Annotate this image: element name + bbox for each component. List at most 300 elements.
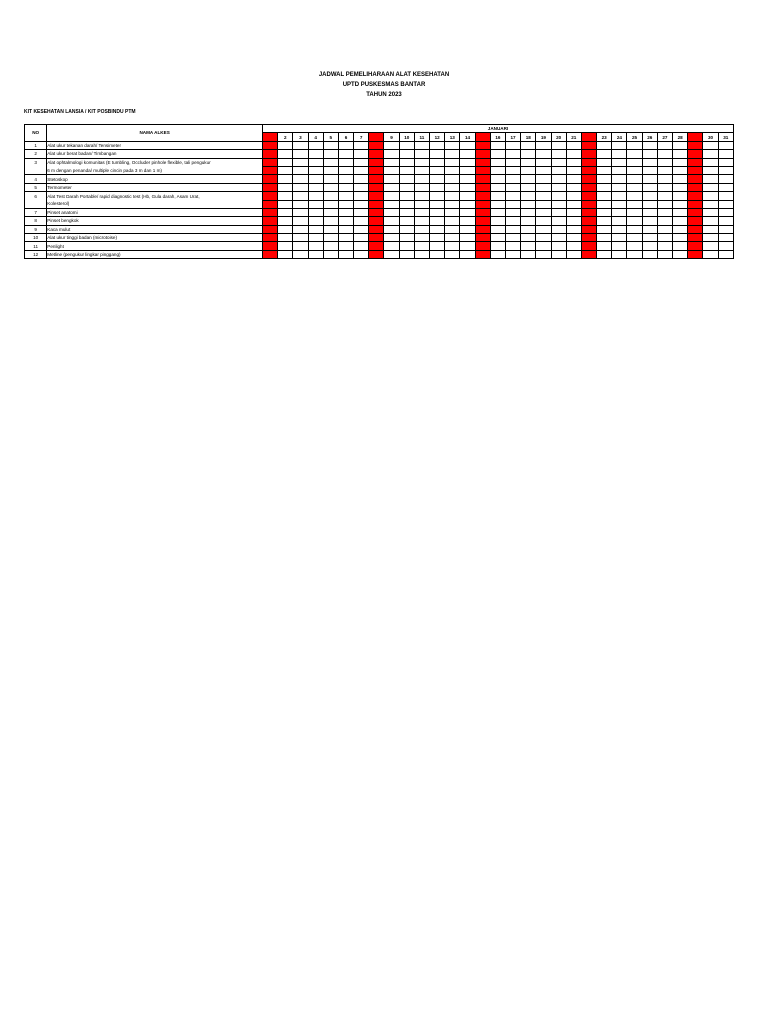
schedule-cell[interactable] xyxy=(627,192,642,200)
schedule-cell[interactable] xyxy=(278,208,293,216)
schedule-cell[interactable] xyxy=(262,225,277,233)
schedule-cell[interactable] xyxy=(369,175,384,183)
schedule-cell[interactable] xyxy=(703,234,718,242)
schedule-cell[interactable] xyxy=(338,141,353,149)
schedule-cell[interactable] xyxy=(703,208,718,216)
schedule-cell[interactable] xyxy=(384,225,399,233)
schedule-cell[interactable] xyxy=(673,234,688,242)
schedule-cell[interactable] xyxy=(460,225,475,233)
schedule-cell[interactable] xyxy=(293,192,308,200)
schedule-cell[interactable] xyxy=(490,150,505,158)
schedule-cell[interactable] xyxy=(597,217,612,225)
schedule-cell[interactable] xyxy=(475,175,490,183)
schedule-cell[interactable] xyxy=(642,200,657,208)
schedule-cell[interactable] xyxy=(521,200,536,208)
schedule-cell[interactable] xyxy=(673,150,688,158)
schedule-cell[interactable] xyxy=(536,183,551,191)
schedule-cell[interactable] xyxy=(338,225,353,233)
schedule-cell[interactable] xyxy=(445,150,460,158)
schedule-cell[interactable] xyxy=(597,166,612,174)
schedule-cell[interactable] xyxy=(642,208,657,216)
schedule-cell[interactable] xyxy=(475,250,490,258)
schedule-cell[interactable] xyxy=(399,158,414,166)
schedule-cell[interactable] xyxy=(430,208,445,216)
schedule-cell[interactable] xyxy=(490,166,505,174)
schedule-cell[interactable] xyxy=(323,225,338,233)
schedule-cell[interactable] xyxy=(323,175,338,183)
schedule-cell[interactable] xyxy=(521,141,536,149)
schedule-cell[interactable] xyxy=(566,225,581,233)
schedule-cell[interactable] xyxy=(308,141,323,149)
schedule-cell[interactable] xyxy=(718,200,733,208)
schedule-cell[interactable] xyxy=(384,234,399,242)
schedule-cell[interactable] xyxy=(414,150,429,158)
schedule-cell[interactable] xyxy=(612,250,627,258)
schedule-cell[interactable] xyxy=(293,208,308,216)
schedule-cell[interactable] xyxy=(505,150,520,158)
schedule-cell[interactable] xyxy=(688,183,703,191)
schedule-cell[interactable] xyxy=(323,208,338,216)
schedule-cell[interactable] xyxy=(475,166,490,174)
schedule-cell[interactable] xyxy=(399,208,414,216)
schedule-cell[interactable] xyxy=(642,150,657,158)
schedule-cell[interactable] xyxy=(536,200,551,208)
schedule-cell[interactable] xyxy=(445,250,460,258)
schedule-cell[interactable] xyxy=(673,217,688,225)
schedule-cell[interactable] xyxy=(369,183,384,191)
schedule-cell[interactable] xyxy=(384,192,399,200)
schedule-cell[interactable] xyxy=(369,217,384,225)
schedule-cell[interactable] xyxy=(718,250,733,258)
schedule-cell[interactable] xyxy=(657,217,672,225)
schedule-cell[interactable] xyxy=(642,141,657,149)
schedule-cell[interactable] xyxy=(612,192,627,200)
schedule-cell[interactable] xyxy=(354,183,369,191)
schedule-cell[interactable] xyxy=(718,208,733,216)
schedule-cell[interactable] xyxy=(703,175,718,183)
schedule-cell[interactable] xyxy=(521,234,536,242)
schedule-cell[interactable] xyxy=(354,208,369,216)
schedule-cell[interactable] xyxy=(293,234,308,242)
schedule-cell[interactable] xyxy=(642,225,657,233)
schedule-cell[interactable] xyxy=(430,242,445,250)
schedule-cell[interactable] xyxy=(338,158,353,166)
schedule-cell[interactable] xyxy=(308,175,323,183)
schedule-cell[interactable] xyxy=(490,141,505,149)
schedule-cell[interactable] xyxy=(612,183,627,191)
schedule-cell[interactable] xyxy=(505,250,520,258)
schedule-cell[interactable] xyxy=(627,175,642,183)
schedule-cell[interactable] xyxy=(460,217,475,225)
schedule-cell[interactable] xyxy=(430,250,445,258)
schedule-cell[interactable] xyxy=(323,141,338,149)
schedule-cell[interactable] xyxy=(581,225,596,233)
schedule-cell[interactable] xyxy=(657,234,672,242)
schedule-cell[interactable] xyxy=(369,225,384,233)
schedule-cell[interactable] xyxy=(384,250,399,258)
schedule-cell[interactable] xyxy=(505,225,520,233)
schedule-cell[interactable] xyxy=(657,225,672,233)
schedule-cell[interactable] xyxy=(338,217,353,225)
schedule-cell[interactable] xyxy=(369,150,384,158)
schedule-cell[interactable] xyxy=(581,175,596,183)
schedule-cell[interactable] xyxy=(657,166,672,174)
schedule-cell[interactable] xyxy=(262,175,277,183)
schedule-cell[interactable] xyxy=(642,217,657,225)
schedule-cell[interactable] xyxy=(354,217,369,225)
schedule-cell[interactable] xyxy=(505,192,520,200)
schedule-cell[interactable] xyxy=(688,150,703,158)
schedule-cell[interactable] xyxy=(688,234,703,242)
schedule-cell[interactable] xyxy=(308,200,323,208)
schedule-cell[interactable] xyxy=(581,250,596,258)
schedule-cell[interactable] xyxy=(293,183,308,191)
schedule-cell[interactable] xyxy=(460,242,475,250)
schedule-cell[interactable] xyxy=(338,208,353,216)
schedule-cell[interactable] xyxy=(323,250,338,258)
schedule-cell[interactable] xyxy=(293,225,308,233)
schedule-cell[interactable] xyxy=(460,250,475,258)
schedule-cell[interactable] xyxy=(414,158,429,166)
schedule-cell[interactable] xyxy=(354,158,369,166)
schedule-cell[interactable] xyxy=(627,234,642,242)
schedule-cell[interactable] xyxy=(581,141,596,149)
schedule-cell[interactable] xyxy=(521,250,536,258)
schedule-cell[interactable] xyxy=(475,192,490,200)
schedule-cell[interactable] xyxy=(445,192,460,200)
schedule-cell[interactable] xyxy=(323,158,338,166)
schedule-cell[interactable] xyxy=(612,158,627,166)
schedule-cell[interactable] xyxy=(581,158,596,166)
schedule-cell[interactable] xyxy=(490,192,505,200)
schedule-cell[interactable] xyxy=(688,175,703,183)
schedule-cell[interactable] xyxy=(278,158,293,166)
schedule-cell[interactable] xyxy=(642,242,657,250)
schedule-cell[interactable] xyxy=(642,234,657,242)
schedule-cell[interactable] xyxy=(612,150,627,158)
schedule-cell[interactable] xyxy=(551,192,566,200)
schedule-cell[interactable] xyxy=(262,200,277,208)
schedule-cell[interactable] xyxy=(521,150,536,158)
schedule-cell[interactable] xyxy=(475,208,490,216)
schedule-cell[interactable] xyxy=(627,141,642,149)
schedule-cell[interactable] xyxy=(657,242,672,250)
schedule-cell[interactable] xyxy=(718,175,733,183)
schedule-cell[interactable] xyxy=(430,141,445,149)
schedule-cell[interactable] xyxy=(323,192,338,200)
schedule-cell[interactable] xyxy=(445,225,460,233)
schedule-cell[interactable] xyxy=(627,225,642,233)
schedule-cell[interactable] xyxy=(536,150,551,158)
schedule-cell[interactable] xyxy=(475,141,490,149)
schedule-cell[interactable] xyxy=(369,200,384,208)
schedule-cell[interactable] xyxy=(521,217,536,225)
schedule-cell[interactable] xyxy=(597,234,612,242)
schedule-cell[interactable] xyxy=(657,175,672,183)
schedule-cell[interactable] xyxy=(369,250,384,258)
schedule-cell[interactable] xyxy=(627,217,642,225)
schedule-cell[interactable] xyxy=(551,225,566,233)
schedule-cell[interactable] xyxy=(460,192,475,200)
schedule-cell[interactable] xyxy=(399,234,414,242)
schedule-cell[interactable] xyxy=(703,158,718,166)
schedule-cell[interactable] xyxy=(627,166,642,174)
schedule-cell[interactable] xyxy=(460,150,475,158)
schedule-cell[interactable] xyxy=(399,183,414,191)
schedule-cell[interactable] xyxy=(521,192,536,200)
schedule-cell[interactable] xyxy=(581,166,596,174)
schedule-cell[interactable] xyxy=(460,158,475,166)
schedule-cell[interactable] xyxy=(581,234,596,242)
schedule-cell[interactable] xyxy=(323,242,338,250)
schedule-cell[interactable] xyxy=(338,234,353,242)
schedule-cell[interactable] xyxy=(293,158,308,166)
schedule-cell[interactable] xyxy=(536,175,551,183)
schedule-cell[interactable] xyxy=(612,166,627,174)
schedule-cell[interactable] xyxy=(338,250,353,258)
schedule-cell[interactable] xyxy=(293,250,308,258)
schedule-cell[interactable] xyxy=(536,250,551,258)
schedule-cell[interactable] xyxy=(338,242,353,250)
schedule-cell[interactable] xyxy=(262,250,277,258)
schedule-cell[interactable] xyxy=(430,150,445,158)
schedule-cell[interactable] xyxy=(673,175,688,183)
schedule-cell[interactable] xyxy=(505,166,520,174)
schedule-cell[interactable] xyxy=(414,234,429,242)
schedule-cell[interactable] xyxy=(354,150,369,158)
schedule-cell[interactable] xyxy=(414,242,429,250)
schedule-cell[interactable] xyxy=(323,166,338,174)
schedule-cell[interactable] xyxy=(278,175,293,183)
schedule-cell[interactable] xyxy=(262,158,277,166)
schedule-cell[interactable] xyxy=(384,141,399,149)
schedule-cell[interactable] xyxy=(445,183,460,191)
schedule-cell[interactable] xyxy=(688,200,703,208)
schedule-cell[interactable] xyxy=(308,208,323,216)
schedule-cell[interactable] xyxy=(597,150,612,158)
schedule-cell[interactable] xyxy=(718,158,733,166)
schedule-cell[interactable] xyxy=(445,141,460,149)
schedule-cell[interactable] xyxy=(262,141,277,149)
schedule-cell[interactable] xyxy=(308,234,323,242)
schedule-cell[interactable] xyxy=(657,141,672,149)
schedule-cell[interactable] xyxy=(642,166,657,174)
schedule-cell[interactable] xyxy=(536,192,551,200)
schedule-cell[interactable] xyxy=(597,200,612,208)
schedule-cell[interactable] xyxy=(566,234,581,242)
schedule-cell[interactable] xyxy=(688,158,703,166)
schedule-cell[interactable] xyxy=(521,225,536,233)
schedule-cell[interactable] xyxy=(278,225,293,233)
schedule-cell[interactable] xyxy=(718,242,733,250)
schedule-cell[interactable] xyxy=(414,183,429,191)
schedule-cell[interactable] xyxy=(460,183,475,191)
schedule-cell[interactable] xyxy=(612,175,627,183)
schedule-cell[interactable] xyxy=(369,208,384,216)
schedule-cell[interactable] xyxy=(612,200,627,208)
schedule-cell[interactable] xyxy=(414,192,429,200)
schedule-cell[interactable] xyxy=(673,242,688,250)
schedule-cell[interactable] xyxy=(399,150,414,158)
schedule-cell[interactable] xyxy=(490,158,505,166)
schedule-cell[interactable] xyxy=(384,150,399,158)
schedule-cell[interactable] xyxy=(354,166,369,174)
schedule-cell[interactable] xyxy=(597,141,612,149)
schedule-cell[interactable] xyxy=(414,141,429,149)
schedule-cell[interactable] xyxy=(551,183,566,191)
schedule-cell[interactable] xyxy=(293,175,308,183)
schedule-cell[interactable] xyxy=(293,141,308,149)
schedule-cell[interactable] xyxy=(308,250,323,258)
schedule-cell[interactable] xyxy=(627,150,642,158)
schedule-cell[interactable] xyxy=(414,250,429,258)
schedule-cell[interactable] xyxy=(278,200,293,208)
schedule-cell[interactable] xyxy=(354,250,369,258)
schedule-cell[interactable] xyxy=(384,166,399,174)
schedule-cell[interactable] xyxy=(369,158,384,166)
schedule-cell[interactable] xyxy=(460,141,475,149)
schedule-cell[interactable] xyxy=(460,175,475,183)
schedule-cell[interactable] xyxy=(642,250,657,258)
schedule-cell[interactable] xyxy=(354,200,369,208)
schedule-cell[interactable] xyxy=(703,183,718,191)
schedule-cell[interactable] xyxy=(308,192,323,200)
schedule-cell[interactable] xyxy=(262,166,277,174)
schedule-cell[interactable] xyxy=(445,242,460,250)
schedule-cell[interactable] xyxy=(445,217,460,225)
schedule-cell[interactable] xyxy=(597,183,612,191)
schedule-cell[interactable] xyxy=(505,234,520,242)
schedule-cell[interactable] xyxy=(673,200,688,208)
schedule-cell[interactable] xyxy=(278,150,293,158)
schedule-cell[interactable] xyxy=(703,242,718,250)
schedule-cell[interactable] xyxy=(384,183,399,191)
schedule-cell[interactable] xyxy=(399,192,414,200)
schedule-cell[interactable] xyxy=(490,217,505,225)
schedule-cell[interactable] xyxy=(278,183,293,191)
schedule-cell[interactable] xyxy=(627,200,642,208)
schedule-cell[interactable] xyxy=(278,250,293,258)
schedule-cell[interactable] xyxy=(657,183,672,191)
schedule-cell[interactable] xyxy=(262,192,277,200)
schedule-cell[interactable] xyxy=(688,208,703,216)
schedule-cell[interactable] xyxy=(308,183,323,191)
schedule-cell[interactable] xyxy=(566,183,581,191)
schedule-cell[interactable] xyxy=(369,242,384,250)
schedule-cell[interactable] xyxy=(430,200,445,208)
schedule-cell[interactable] xyxy=(521,166,536,174)
schedule-cell[interactable] xyxy=(445,234,460,242)
schedule-cell[interactable] xyxy=(551,141,566,149)
schedule-cell[interactable] xyxy=(262,208,277,216)
schedule-cell[interactable] xyxy=(566,158,581,166)
schedule-cell[interactable] xyxy=(642,183,657,191)
schedule-cell[interactable] xyxy=(278,192,293,200)
schedule-cell[interactable] xyxy=(262,217,277,225)
schedule-cell[interactable] xyxy=(566,141,581,149)
schedule-cell[interactable] xyxy=(278,217,293,225)
schedule-cell[interactable] xyxy=(490,175,505,183)
schedule-cell[interactable] xyxy=(566,150,581,158)
schedule-cell[interactable] xyxy=(490,242,505,250)
schedule-cell[interactable] xyxy=(536,225,551,233)
schedule-cell[interactable] xyxy=(703,192,718,200)
schedule-cell[interactable] xyxy=(430,225,445,233)
schedule-cell[interactable] xyxy=(718,150,733,158)
schedule-cell[interactable] xyxy=(551,250,566,258)
schedule-cell[interactable] xyxy=(688,225,703,233)
schedule-cell[interactable] xyxy=(551,166,566,174)
schedule-cell[interactable] xyxy=(430,158,445,166)
schedule-cell[interactable] xyxy=(445,158,460,166)
schedule-cell[interactable] xyxy=(688,166,703,174)
schedule-cell[interactable] xyxy=(414,166,429,174)
schedule-cell[interactable] xyxy=(369,192,384,200)
schedule-cell[interactable] xyxy=(673,166,688,174)
schedule-cell[interactable] xyxy=(278,234,293,242)
schedule-cell[interactable] xyxy=(308,158,323,166)
schedule-cell[interactable] xyxy=(293,150,308,158)
schedule-cell[interactable] xyxy=(399,242,414,250)
schedule-cell[interactable] xyxy=(369,234,384,242)
schedule-cell[interactable] xyxy=(688,141,703,149)
schedule-cell[interactable] xyxy=(490,183,505,191)
schedule-cell[interactable] xyxy=(475,234,490,242)
schedule-cell[interactable] xyxy=(308,150,323,158)
schedule-cell[interactable] xyxy=(384,175,399,183)
schedule-cell[interactable] xyxy=(673,183,688,191)
schedule-cell[interactable] xyxy=(384,200,399,208)
schedule-cell[interactable] xyxy=(521,158,536,166)
schedule-cell[interactable] xyxy=(657,158,672,166)
schedule-cell[interactable] xyxy=(566,166,581,174)
schedule-cell[interactable] xyxy=(460,166,475,174)
schedule-cell[interactable] xyxy=(642,192,657,200)
schedule-cell[interactable] xyxy=(612,141,627,149)
schedule-cell[interactable] xyxy=(566,192,581,200)
schedule-cell[interactable] xyxy=(551,217,566,225)
schedule-cell[interactable] xyxy=(490,234,505,242)
schedule-cell[interactable] xyxy=(475,183,490,191)
schedule-cell[interactable] xyxy=(521,183,536,191)
schedule-cell[interactable] xyxy=(445,175,460,183)
schedule-cell[interactable] xyxy=(399,250,414,258)
schedule-cell[interactable] xyxy=(475,200,490,208)
schedule-cell[interactable] xyxy=(460,234,475,242)
schedule-cell[interactable] xyxy=(323,217,338,225)
schedule-cell[interactable] xyxy=(581,150,596,158)
schedule-cell[interactable] xyxy=(369,166,384,174)
schedule-cell[interactable] xyxy=(612,208,627,216)
schedule-cell[interactable] xyxy=(536,166,551,174)
schedule-cell[interactable] xyxy=(505,242,520,250)
schedule-cell[interactable] xyxy=(688,192,703,200)
schedule-cell[interactable] xyxy=(414,200,429,208)
schedule-cell[interactable] xyxy=(566,208,581,216)
schedule-cell[interactable] xyxy=(673,192,688,200)
schedule-cell[interactable] xyxy=(460,200,475,208)
schedule-cell[interactable] xyxy=(718,192,733,200)
schedule-cell[interactable] xyxy=(612,234,627,242)
schedule-cell[interactable] xyxy=(688,250,703,258)
schedule-cell[interactable] xyxy=(445,166,460,174)
schedule-cell[interactable] xyxy=(338,200,353,208)
schedule-cell[interactable] xyxy=(445,208,460,216)
schedule-cell[interactable] xyxy=(490,225,505,233)
schedule-cell[interactable] xyxy=(536,217,551,225)
schedule-cell[interactable] xyxy=(399,175,414,183)
schedule-cell[interactable] xyxy=(505,208,520,216)
